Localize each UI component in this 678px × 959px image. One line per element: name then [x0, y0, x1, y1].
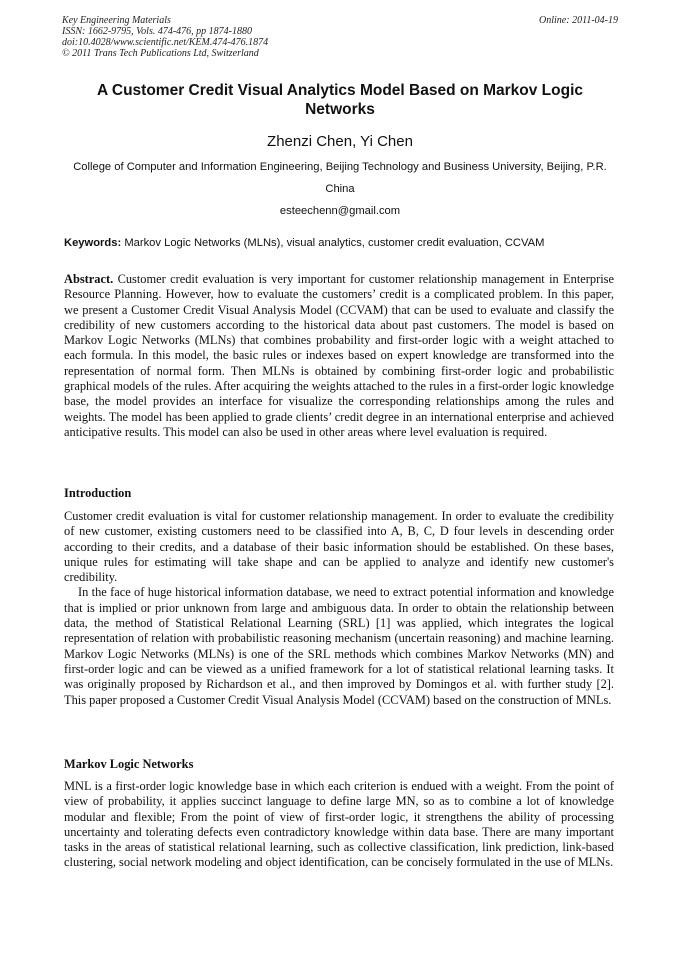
journal-name: Key Engineering Materials [62, 15, 171, 26]
keywords-text: Markov Logic Networks (MLNs), visual analytics, customer credit evaluation, CCVAM [124, 237, 545, 249]
section-heading-markov-logic-networks: Markov Logic Networks [64, 757, 194, 771]
keywords-line [64, 236, 618, 251]
online-date: Online: 2011-04-19 [539, 15, 618, 26]
markov-paragraph-1: MNL is a first-order logic knowledge base in which each criterion is endued with a weight. From the point of view of probability, it applies succinct language to define large MN, so as to combine a lot of knowledge modular and flexible; From the point of view of first-order logic, it strengthens the ability of processing uncertainty and tolerating defects even contradictory knowledge within data base. There are many important tasks in the areas of statistical relational learning, such as collective classification, link prediction, link-based clustering, social network modeling and object identification, can be concisely formulated in the use of MLNs. [64, 779, 614, 870]
affiliation-block [62, 156, 618, 222]
abstract-block [64, 272, 614, 440]
journal-header [62, 15, 618, 59]
markov-section [64, 779, 614, 871]
author-list: Zhenzi Chen, Yi Chen [267, 133, 413, 150]
copyright-line: © 2011 Trans Tech Publications Ltd, Switzerland [62, 48, 259, 59]
section-heading-introduction: Introduction [64, 486, 132, 500]
author-email: esteechenn@gmail.com [279, 205, 401, 217]
affiliation: College of Computer and Information Engineering, Beijing Technology and Business University, Beijing, P.R. China [73, 161, 607, 195]
abstract-text: Customer credit evaluation is very important for customer relationship management in Enterprise Resource Planning. However, how to evaluate the customers’ credit is a complicated problem. In this paper, we present a Customer Credit Visual Analysis Model (CCVAM) that can be used to evaluate and classify the credibility of new customers according to the historical data about past customers. The model is based on Markov Logic Networks (MLNs) that combines probability and first-order logic with a weight attached to each formula. In this model, the basic rules or indexes based on expert knowledge are transformed into the representation of normal form. Then MLNs is obtained by combining first-order logic and probabilistic graphical models of the rules. After acquiring the weights attached to the rules in a first-order logic knowledge base, the model provides an interface for visualize the corresponding relationships among the rules and weights. The model has been applied to grade clients’ credit degree in an international enterprise and achieved anticipative results. This model can also be used in other areas where level evaluation is required. [64, 272, 614, 439]
abstract-label: Abstract. [64, 272, 114, 286]
introduction-section [64, 509, 614, 708]
keywords-label: Keywords: [64, 237, 122, 249]
intro-paragraph-2: In the face of huge historical information database, we need to extract potential information and knowledge that is implied or prior unknown from large and ambiguous data. In order to obtain the relationship between data, the method of Statistical Relational Learning (SRL) [1] was applied, which integrates the logical representation of relation with probabilistic reasoning mechanism (uncertain reasoning) and machine learning. Markov Logic Networks (MLNs) is one of the SRL methods which combines Markov Networks (MN) and first-order logic and can be viewed as a unified framework for a lot of statistical relational learning tasks. It was originally proposed by Richardson et al., and then improved by Domingos et al. with further study [2]. This paper proposed a Customer Credit Visual Analysis Model (CCVAM) based on the construction of MNLs. [64, 585, 614, 707]
doi-line: doi:10.4028/www.scientific.net/KEM.474-476.1874 [62, 37, 269, 48]
paper-title: A Customer Credit Visual Analytics Model Based on Markov Logic Networks [96, 82, 584, 118]
issn-line: ISSN: 1662-9795, Vols. 474-476, pp 1874-1880 [62, 26, 252, 37]
intro-paragraph-1: Customer credit evaluation is vital for customer relationship management. In order to evaluate the credibility of new customer, existing customers need to be classified into A, B, C, D four levels in descending order according to their credits, and a database of their basic information should be established. On these bases, unique rules for estimating will take shape and can be applied to analyze and identify new customer's credibility. [64, 509, 614, 585]
